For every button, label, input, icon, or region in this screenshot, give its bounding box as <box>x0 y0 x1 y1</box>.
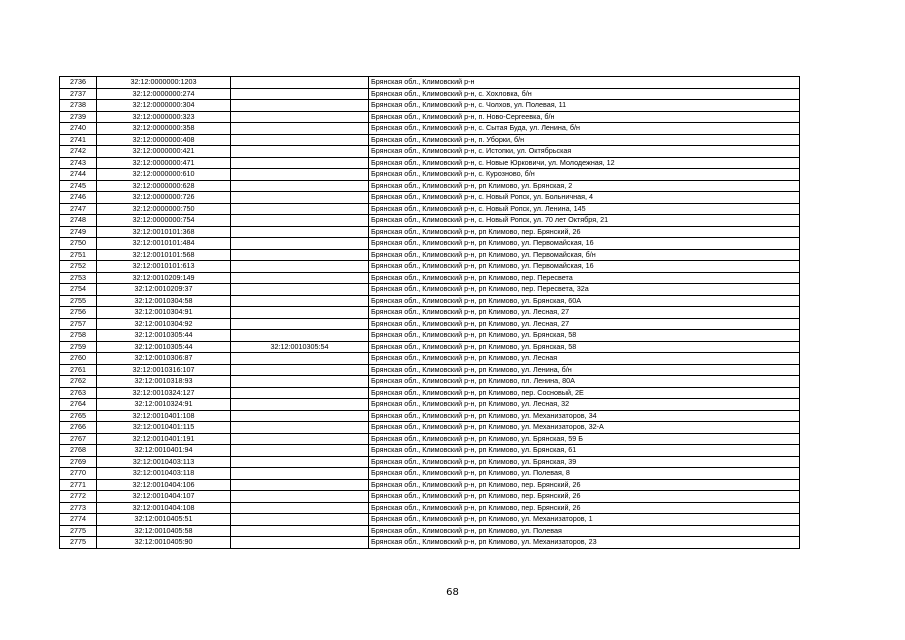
table-row <box>60 88 800 100</box>
row-number-cell: 2745 <box>60 180 97 192</box>
address-cell: Брянская обл., Климовский р-н, рп Климово, ул. Брянская, 2 <box>369 180 800 192</box>
address-cell: Брянская обл., Климовский р-н, рп Климово, пер. Брянский, 26 <box>369 502 800 514</box>
linked-cadastral-number-cell <box>231 111 369 123</box>
row-number-cell: 2754 <box>60 284 97 296</box>
linked-cadastral-number-cell <box>231 157 369 169</box>
address-cell: Брянская обл., Климовский р-н, рп Климово, ул. Первомайская, 16 <box>369 261 800 273</box>
linked-cadastral-number-cell <box>231 284 369 296</box>
row-number-cell: 2760 <box>60 353 97 365</box>
address-cell: Брянская обл., Климовский р-н, с. Новый Ропск, ул. Больничная, 4 <box>369 192 800 204</box>
address-cell: Брянская обл., Климовский р-н, с. Курозново, б/н <box>369 169 800 181</box>
address-cell: Брянская обл., Климовский р-н, рп Климово, ул. Лесная, 32 <box>369 399 800 411</box>
address-cell: Брянская обл., Климовский р-н, рп Климово, пер. Пересвета, 32а <box>369 284 800 296</box>
table-row <box>60 100 800 112</box>
cadastral-number-cell: 32:12:0000000:304 <box>97 100 231 112</box>
cadastral-number-cell: 32:12:0000000:421 <box>97 146 231 158</box>
address-cell: Брянская обл., Климовский р-н, рп Климово, ул. Брянская, 58 <box>369 330 800 342</box>
row-number-cell: 2738 <box>60 100 97 112</box>
table-row <box>60 180 800 192</box>
table-row <box>60 468 800 480</box>
row-number-cell: 2749 <box>60 226 97 238</box>
row-number-cell: 2759 <box>60 341 97 353</box>
address-cell: Брянская обл., Климовский р-н, с. Истопки, ул. Октябрьская <box>369 146 800 158</box>
row-number-cell: 2767 <box>60 433 97 445</box>
table-row <box>60 353 800 365</box>
address-cell: Брянская обл., Климовский р-н, рп Климово, пер. Брянский, 26 <box>369 479 800 491</box>
linked-cadastral-number-cell <box>231 387 369 399</box>
page-number: 68 <box>446 587 459 598</box>
table-row <box>60 364 800 376</box>
address-cell: Брянская обл., Климовский р-н, рп Климово, ул. Брянская, 59 Б <box>369 433 800 445</box>
address-cell: Брянская обл., Климовский р-н, рп Климово, пл. Ленина, 80А <box>369 376 800 388</box>
address-cell: Брянская обл., Климовский р-н, рп Климово, ул. Брянская, 61 <box>369 445 800 457</box>
table-row <box>60 307 800 319</box>
linked-cadastral-number-cell <box>231 169 369 181</box>
linked-cadastral-number-cell <box>231 272 369 284</box>
table-row <box>60 249 800 261</box>
cadastral-number-cell: 32:12:0010404:108 <box>97 502 231 514</box>
linked-cadastral-number-cell <box>231 226 369 238</box>
table-row <box>60 272 800 284</box>
address-cell: Брянская обл., Климовский р-н, рп Климово, пер. Пересвета <box>369 272 800 284</box>
linked-cadastral-number-cell <box>231 364 369 376</box>
table-row <box>60 146 800 158</box>
table-row <box>60 433 800 445</box>
cadastral-number-cell: 32:12:0010305:44 <box>97 330 231 342</box>
address-cell: Брянская обл., Климовский р-н, рп Климово, ул. Брянская, 58 <box>369 341 800 353</box>
table-row <box>60 111 800 123</box>
address-cell: Брянская обл., Климовский р-н, рп Климово, ул. Брянская, 60А <box>369 295 800 307</box>
cadastral-number-cell: 32:12:0010324:91 <box>97 399 231 411</box>
table-row <box>60 261 800 273</box>
cadastral-number-cell: 32:12:0010324:127 <box>97 387 231 399</box>
table-row <box>60 491 800 503</box>
address-cell: Брянская обл., Климовский р-н, п. Ново-Сергеевка, б/н <box>369 111 800 123</box>
table-row <box>60 514 800 526</box>
table-row <box>60 525 800 537</box>
table-row <box>60 215 800 227</box>
cadastral-number-cell: 32:12:0000000:471 <box>97 157 231 169</box>
table-row <box>60 157 800 169</box>
linked-cadastral-number-cell <box>231 468 369 480</box>
table-row <box>60 226 800 238</box>
cadastral-number-cell: 32:12:0010401:191 <box>97 433 231 445</box>
cadastral-number-cell: 32:12:0010305:44 <box>97 341 231 353</box>
address-cell: Брянская обл., Климовский р-н, рп Климово, пер. Брянский, 26 <box>369 226 800 238</box>
address-cell: Брянская обл., Климовский р-н, с. Хохловка, б/н <box>369 88 800 100</box>
linked-cadastral-number-cell <box>231 537 369 549</box>
cadastral-number-cell: 32:12:0010304:91 <box>97 307 231 319</box>
row-number-cell: 2747 <box>60 203 97 215</box>
cadastral-number-cell: 32:12:0000000:628 <box>97 180 231 192</box>
linked-cadastral-number-cell <box>231 307 369 319</box>
row-number-cell: 2763 <box>60 387 97 399</box>
table-row <box>60 479 800 491</box>
address-cell: Брянская обл., Климовский р-н, рп Климово, ул. Лесная, 27 <box>369 318 800 330</box>
cadastral-number-cell: 32:12:0010404:107 <box>97 491 231 503</box>
linked-cadastral-number-cell <box>231 399 369 411</box>
address-cell: Брянская обл., Климовский р-н, с. Новый Ропск, ул. 70 лет Октября, 21 <box>369 215 800 227</box>
table-row <box>60 445 800 457</box>
linked-cadastral-number-cell <box>231 514 369 526</box>
linked-cadastral-number-cell <box>231 525 369 537</box>
linked-cadastral-number-cell <box>231 456 369 468</box>
address-cell: Брянская обл., Климовский р-н, с. Чолхов, ул. Полевая, 11 <box>369 100 800 112</box>
linked-cadastral-number-cell <box>231 249 369 261</box>
linked-cadastral-number-cell <box>231 330 369 342</box>
cadastral-number-cell: 32:12:0010401:115 <box>97 422 231 434</box>
cadastral-number-cell: 32:12:0010318:93 <box>97 376 231 388</box>
cadastral-number-cell: 32:12:0010209:37 <box>97 284 231 296</box>
cadastral-number-cell: 32:12:0000000:323 <box>97 111 231 123</box>
row-number-cell: 2742 <box>60 146 97 158</box>
linked-cadastral-number-cell <box>231 433 369 445</box>
cadastral-number-cell: 32:12:0000000:726 <box>97 192 231 204</box>
address-cell: Брянская обл., Климовский р-н, с. Новые Юрковичи, ул. Молодежная, 12 <box>369 157 800 169</box>
cadastral-number-cell: 32:12:0010209:149 <box>97 272 231 284</box>
cadastral-number-cell: 32:12:0010304:92 <box>97 318 231 330</box>
row-number-cell: 2740 <box>60 123 97 135</box>
table-row <box>60 502 800 514</box>
row-number-cell: 2761 <box>60 364 97 376</box>
row-number-cell: 2746 <box>60 192 97 204</box>
row-number-cell: 2756 <box>60 307 97 319</box>
cadastral-number-cell: 32:12:0010101:568 <box>97 249 231 261</box>
linked-cadastral-number-cell <box>231 134 369 146</box>
table-row <box>60 422 800 434</box>
row-number-cell: 2752 <box>60 261 97 273</box>
cadastral-number-cell: 32:12:0000000:274 <box>97 88 231 100</box>
row-number-cell: 2775 <box>60 537 97 549</box>
row-number-cell: 2766 <box>60 422 97 434</box>
row-number-cell: 2765 <box>60 410 97 422</box>
cadastral-number-cell: 32:12:0010404:106 <box>97 479 231 491</box>
address-cell: Брянская обл., Климовский р-н, рп Климово, ул. Лесная <box>369 353 800 365</box>
row-number-cell: 2764 <box>60 399 97 411</box>
linked-cadastral-number-cell <box>231 215 369 227</box>
table-row <box>60 387 800 399</box>
row-number-cell: 2769 <box>60 456 97 468</box>
row-number-cell: 2758 <box>60 330 97 342</box>
table-row <box>60 123 800 135</box>
linked-cadastral-number-cell <box>231 410 369 422</box>
row-number-cell: 2750 <box>60 238 97 250</box>
address-cell: Брянская обл., Климовский р-н <box>369 77 800 89</box>
cadastral-number-cell: 32:12:0000000:408 <box>97 134 231 146</box>
linked-cadastral-number-cell <box>231 502 369 514</box>
registry-table-body <box>60 77 800 549</box>
linked-cadastral-number-cell <box>231 180 369 192</box>
cadastral-number-cell: 32:12:0010405:90 <box>97 537 231 549</box>
linked-cadastral-number-cell <box>231 203 369 215</box>
linked-cadastral-number-cell <box>231 238 369 250</box>
address-cell: Брянская обл., Климовский р-н, рп Климово, ул. Первомайская, б/н <box>369 249 800 261</box>
cadastral-number-cell: 32:12:0010304:58 <box>97 295 231 307</box>
address-cell: Брянская обл., Климовский р-н, рп Климово, ул. Механизаторов, 23 <box>369 537 800 549</box>
table-row <box>60 238 800 250</box>
row-number-cell: 2772 <box>60 491 97 503</box>
cadastral-number-cell: 32:12:0010403:113 <box>97 456 231 468</box>
linked-cadastral-number-cell <box>231 192 369 204</box>
address-cell: Брянская обл., Климовский р-н, с. Сытая Буда, ул. Ленина, б/н <box>369 123 800 135</box>
table-row <box>60 169 800 181</box>
linked-cadastral-number-cell <box>231 491 369 503</box>
linked-cadastral-number-cell: 32:12:0010305:54 <box>231 341 369 353</box>
table-row <box>60 284 800 296</box>
address-cell: Брянская обл., Климовский р-н, рп Климово, ул. Ленина, б/н <box>369 364 800 376</box>
row-number-cell: 2753 <box>60 272 97 284</box>
row-number-cell: 2774 <box>60 514 97 526</box>
address-cell: Брянская обл., Климовский р-н, рп Климово, пер. Брянский, 26 <box>369 491 800 503</box>
linked-cadastral-number-cell <box>231 123 369 135</box>
linked-cadastral-number-cell <box>231 295 369 307</box>
linked-cadastral-number-cell <box>231 77 369 89</box>
address-cell: Брянская обл., Климовский р-н, рп Климово, ул. Брянская, 39 <box>369 456 800 468</box>
table-row <box>60 537 800 549</box>
address-cell: Брянская обл., Климовский р-н, рп Климово, ул. Механизаторов, 34 <box>369 410 800 422</box>
address-cell: Брянская обл., Климовский р-н, рп Климово, ул. Полевая, 8 <box>369 468 800 480</box>
linked-cadastral-number-cell <box>231 88 369 100</box>
row-number-cell: 2771 <box>60 479 97 491</box>
row-number-cell: 2748 <box>60 215 97 227</box>
linked-cadastral-number-cell <box>231 353 369 365</box>
address-cell: Брянская обл., Климовский р-н, рп Климово, ул. Механизаторов, 1 <box>369 514 800 526</box>
linked-cadastral-number-cell <box>231 318 369 330</box>
address-cell: Брянская обл., Климовский р-н, с. Новый Ропск, ул. Ленина, 145 <box>369 203 800 215</box>
row-number-cell: 2737 <box>60 88 97 100</box>
row-number-cell: 2751 <box>60 249 97 261</box>
cadastral-number-cell: 32:12:0010101:368 <box>97 226 231 238</box>
row-number-cell: 2768 <box>60 445 97 457</box>
linked-cadastral-number-cell <box>231 376 369 388</box>
table-row <box>60 456 800 468</box>
cadastral-number-cell: 32:12:0000000:750 <box>97 203 231 215</box>
property-registry-table <box>59 76 800 549</box>
table-row <box>60 77 800 89</box>
row-number-cell: 2762 <box>60 376 97 388</box>
cadastral-number-cell: 32:12:0010405:58 <box>97 525 231 537</box>
cadastral-number-cell: 32:12:0010401:108 <box>97 410 231 422</box>
table-row <box>60 134 800 146</box>
linked-cadastral-number-cell <box>231 479 369 491</box>
linked-cadastral-number-cell <box>231 422 369 434</box>
row-number-cell: 2757 <box>60 318 97 330</box>
address-cell: Брянская обл., Климовский р-н, рп Климово, пер. Сосновый, 2Е <box>369 387 800 399</box>
row-number-cell: 2755 <box>60 295 97 307</box>
address-cell: Брянская обл., Климовский р-н, рп Климово, ул. Механизаторов, 32-А <box>369 422 800 434</box>
linked-cadastral-number-cell <box>231 261 369 273</box>
table-row <box>60 399 800 411</box>
linked-cadastral-number-cell <box>231 100 369 112</box>
table-row <box>60 376 800 388</box>
table-row <box>60 410 800 422</box>
table-row <box>60 318 800 330</box>
table-row <box>60 192 800 204</box>
cadastral-number-cell: 32:12:0010401:94 <box>97 445 231 457</box>
cadastral-number-cell: 32:12:0010306:87 <box>97 353 231 365</box>
cadastral-number-cell: 32:12:0010405:51 <box>97 514 231 526</box>
table-row <box>60 341 800 353</box>
cadastral-number-cell: 32:12:0000000:610 <box>97 169 231 181</box>
row-number-cell: 2744 <box>60 169 97 181</box>
cadastral-number-cell: 32:12:0010403:118 <box>97 468 231 480</box>
cadastral-number-cell: 32:12:0010101:484 <box>97 238 231 250</box>
linked-cadastral-number-cell <box>231 146 369 158</box>
table-row <box>60 295 800 307</box>
address-cell: Брянская обл., Климовский р-н, рп Климово, ул. Полевая <box>369 525 800 537</box>
row-number-cell: 2741 <box>60 134 97 146</box>
cadastral-number-cell: 32:12:0000000:358 <box>97 123 231 135</box>
address-cell: Брянская обл., Климовский р-н, рп Климово, ул. Первомайская, 16 <box>369 238 800 250</box>
cadastral-number-cell: 32:12:0010101:613 <box>97 261 231 273</box>
row-number-cell: 2775 <box>60 525 97 537</box>
address-cell: Брянская обл., Климовский р-н, п. Уборки, б/н <box>369 134 800 146</box>
linked-cadastral-number-cell <box>231 445 369 457</box>
cadastral-number-cell: 32:12:0000000:1203 <box>97 77 231 89</box>
row-number-cell: 2736 <box>60 77 97 89</box>
row-number-cell: 2743 <box>60 157 97 169</box>
row-number-cell: 2770 <box>60 468 97 480</box>
cadastral-number-cell: 32:12:0000000:754 <box>97 215 231 227</box>
table-row <box>60 203 800 215</box>
row-number-cell: 2773 <box>60 502 97 514</box>
table-row <box>60 330 800 342</box>
cadastral-number-cell: 32:12:0010316:107 <box>97 364 231 376</box>
row-number-cell: 2739 <box>60 111 97 123</box>
address-cell: Брянская обл., Климовский р-н, рп Климово, ул. Лесная, 27 <box>369 307 800 319</box>
